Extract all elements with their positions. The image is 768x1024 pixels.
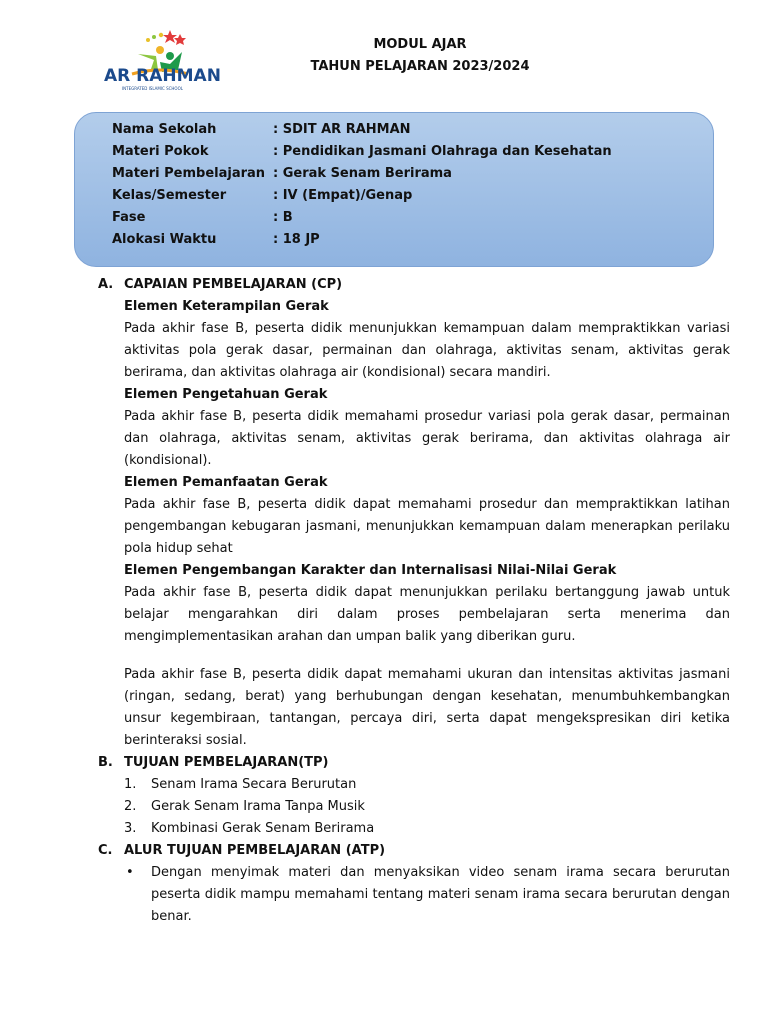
info-row-school bbox=[112, 122, 411, 137]
bullet-item bbox=[98, 862, 730, 928]
section-number: C. bbox=[98, 843, 113, 858]
info-key: Alokasi Waktu bbox=[112, 232, 217, 247]
info-key: Materi Pokok bbox=[112, 144, 209, 159]
bullet-text: Dengan menyimak materi dan menyaksikan video senam irama secara berurutan peserta didik mampu memahami tentang materi senam irama secara berurutan dengan benar. bbox=[151, 865, 730, 924]
info-row-material bbox=[112, 166, 452, 181]
list-text: Gerak Senam Irama Tanpa Musik bbox=[151, 799, 365, 814]
element-heading: Elemen Pengembangan Karakter dan Internalisasi Nilai-Nilai Gerak bbox=[124, 563, 617, 578]
element-heading: Elemen Pengetahuan Gerak bbox=[124, 387, 328, 402]
info-value: : B bbox=[273, 210, 293, 225]
element-paragraph: Pada akhir fase B, peserta didik dapat menunjukkan perilaku bertanggung jawab untuk belajar mengarahkan diri dalam proses pembelajaran serta menerima dan mengimplementasikan arahan dan umpan balik yang diberikan guru. bbox=[124, 585, 730, 644]
academic-year: TAHUN PELAJARAN 2023/2024 bbox=[310, 59, 530, 74]
list-number: 1. bbox=[124, 777, 137, 792]
info-key: Nama Sekolah bbox=[112, 122, 217, 137]
info-row-class bbox=[112, 188, 412, 203]
info-key: Materi Pembelajaran bbox=[112, 166, 266, 181]
section-title: TUJUAN PEMBELAJARAN(TP) bbox=[124, 755, 329, 770]
element-heading: Elemen Pemanfaatan Gerak bbox=[124, 475, 328, 490]
logo-name: AR RAHMAN bbox=[104, 66, 221, 86]
section-title: CAPAIAN PEMBELAJARAN (CP) bbox=[124, 277, 343, 292]
section-b-heading bbox=[98, 752, 730, 774]
section-number: A. bbox=[98, 277, 114, 292]
section-number: B. bbox=[98, 755, 113, 770]
list-item bbox=[98, 818, 730, 840]
logo-tagline: INTEGRATED ISLAMIC SCHOOL bbox=[122, 86, 183, 91]
school-logo bbox=[100, 26, 220, 96]
element-paragraph: Pada akhir fase B, peserta didik dapat memahami prosedur dan mempraktikkan latihan pengembangan kebugaran jasmani, menunjukkan kemampuan dalam menerapkan perilaku pola hidup sehat bbox=[124, 497, 730, 556]
document-title: MODUL AJAR bbox=[373, 37, 467, 52]
element-heading: Elemen Keterampilan Gerak bbox=[124, 299, 329, 314]
element-paragraph: Pada akhir fase B, peserta didik memahami prosedur variasi pola gerak dasar, permainan dan olahraga, aktivitas senam, aktivitas gerak berirama, dan aktivitas olahraga air (kondisional). bbox=[124, 409, 730, 468]
info-value: : Pendidikan Jasmani Olahraga dan Kesehatan bbox=[273, 144, 612, 159]
info-row-topic bbox=[112, 144, 612, 159]
info-row-phase bbox=[112, 210, 293, 225]
list-text: Kombinasi Gerak Senam Berirama bbox=[151, 821, 375, 836]
section-c-heading bbox=[98, 840, 730, 862]
info-value: : SDIT AR RAHMAN bbox=[273, 122, 411, 137]
element-paragraph: Pada akhir fase B, peserta didik menunjukkan kemampuan dalam mempraktikkan variasi aktivitas pola gerak dasar, permainan dan olahraga, aktivitas senam, aktivitas gerak berirama, dan aktivitas olahraga air (kondisional) secara mandiri. bbox=[124, 321, 730, 380]
list-number: 3. bbox=[124, 821, 137, 836]
info-key: Fase bbox=[112, 210, 146, 225]
info-value: : Gerak Senam Berirama bbox=[273, 166, 452, 181]
list-number: 2. bbox=[124, 799, 137, 814]
section-title: ALUR TUJUAN PEMBELAJARAN (ATP) bbox=[124, 843, 386, 858]
list-item bbox=[98, 796, 730, 818]
document-body bbox=[98, 274, 730, 928]
list-text: Senam Irama Secara Berurutan bbox=[151, 777, 357, 792]
section-a-heading bbox=[98, 274, 730, 296]
element-paragraph: Pada akhir fase B, peserta didik dapat memahami ukuran dan intensitas aktivitas jasmani (ringan, sedang, berat) yang berhubungan dengan kesehatan, menumbuhkembangkan unsur kegembiraan, tantangan, percaya diri, serta dapat mengekspresikan diri ketika berinteraksi sosial. bbox=[124, 667, 730, 748]
info-value: : IV (Empat)/Genap bbox=[273, 188, 413, 203]
info-value: : 18 JP bbox=[273, 232, 320, 247]
list-item bbox=[98, 774, 730, 796]
info-key: Kelas/Semester bbox=[112, 188, 227, 203]
bullet-icon: • bbox=[126, 865, 134, 880]
info-row-time bbox=[112, 232, 320, 247]
